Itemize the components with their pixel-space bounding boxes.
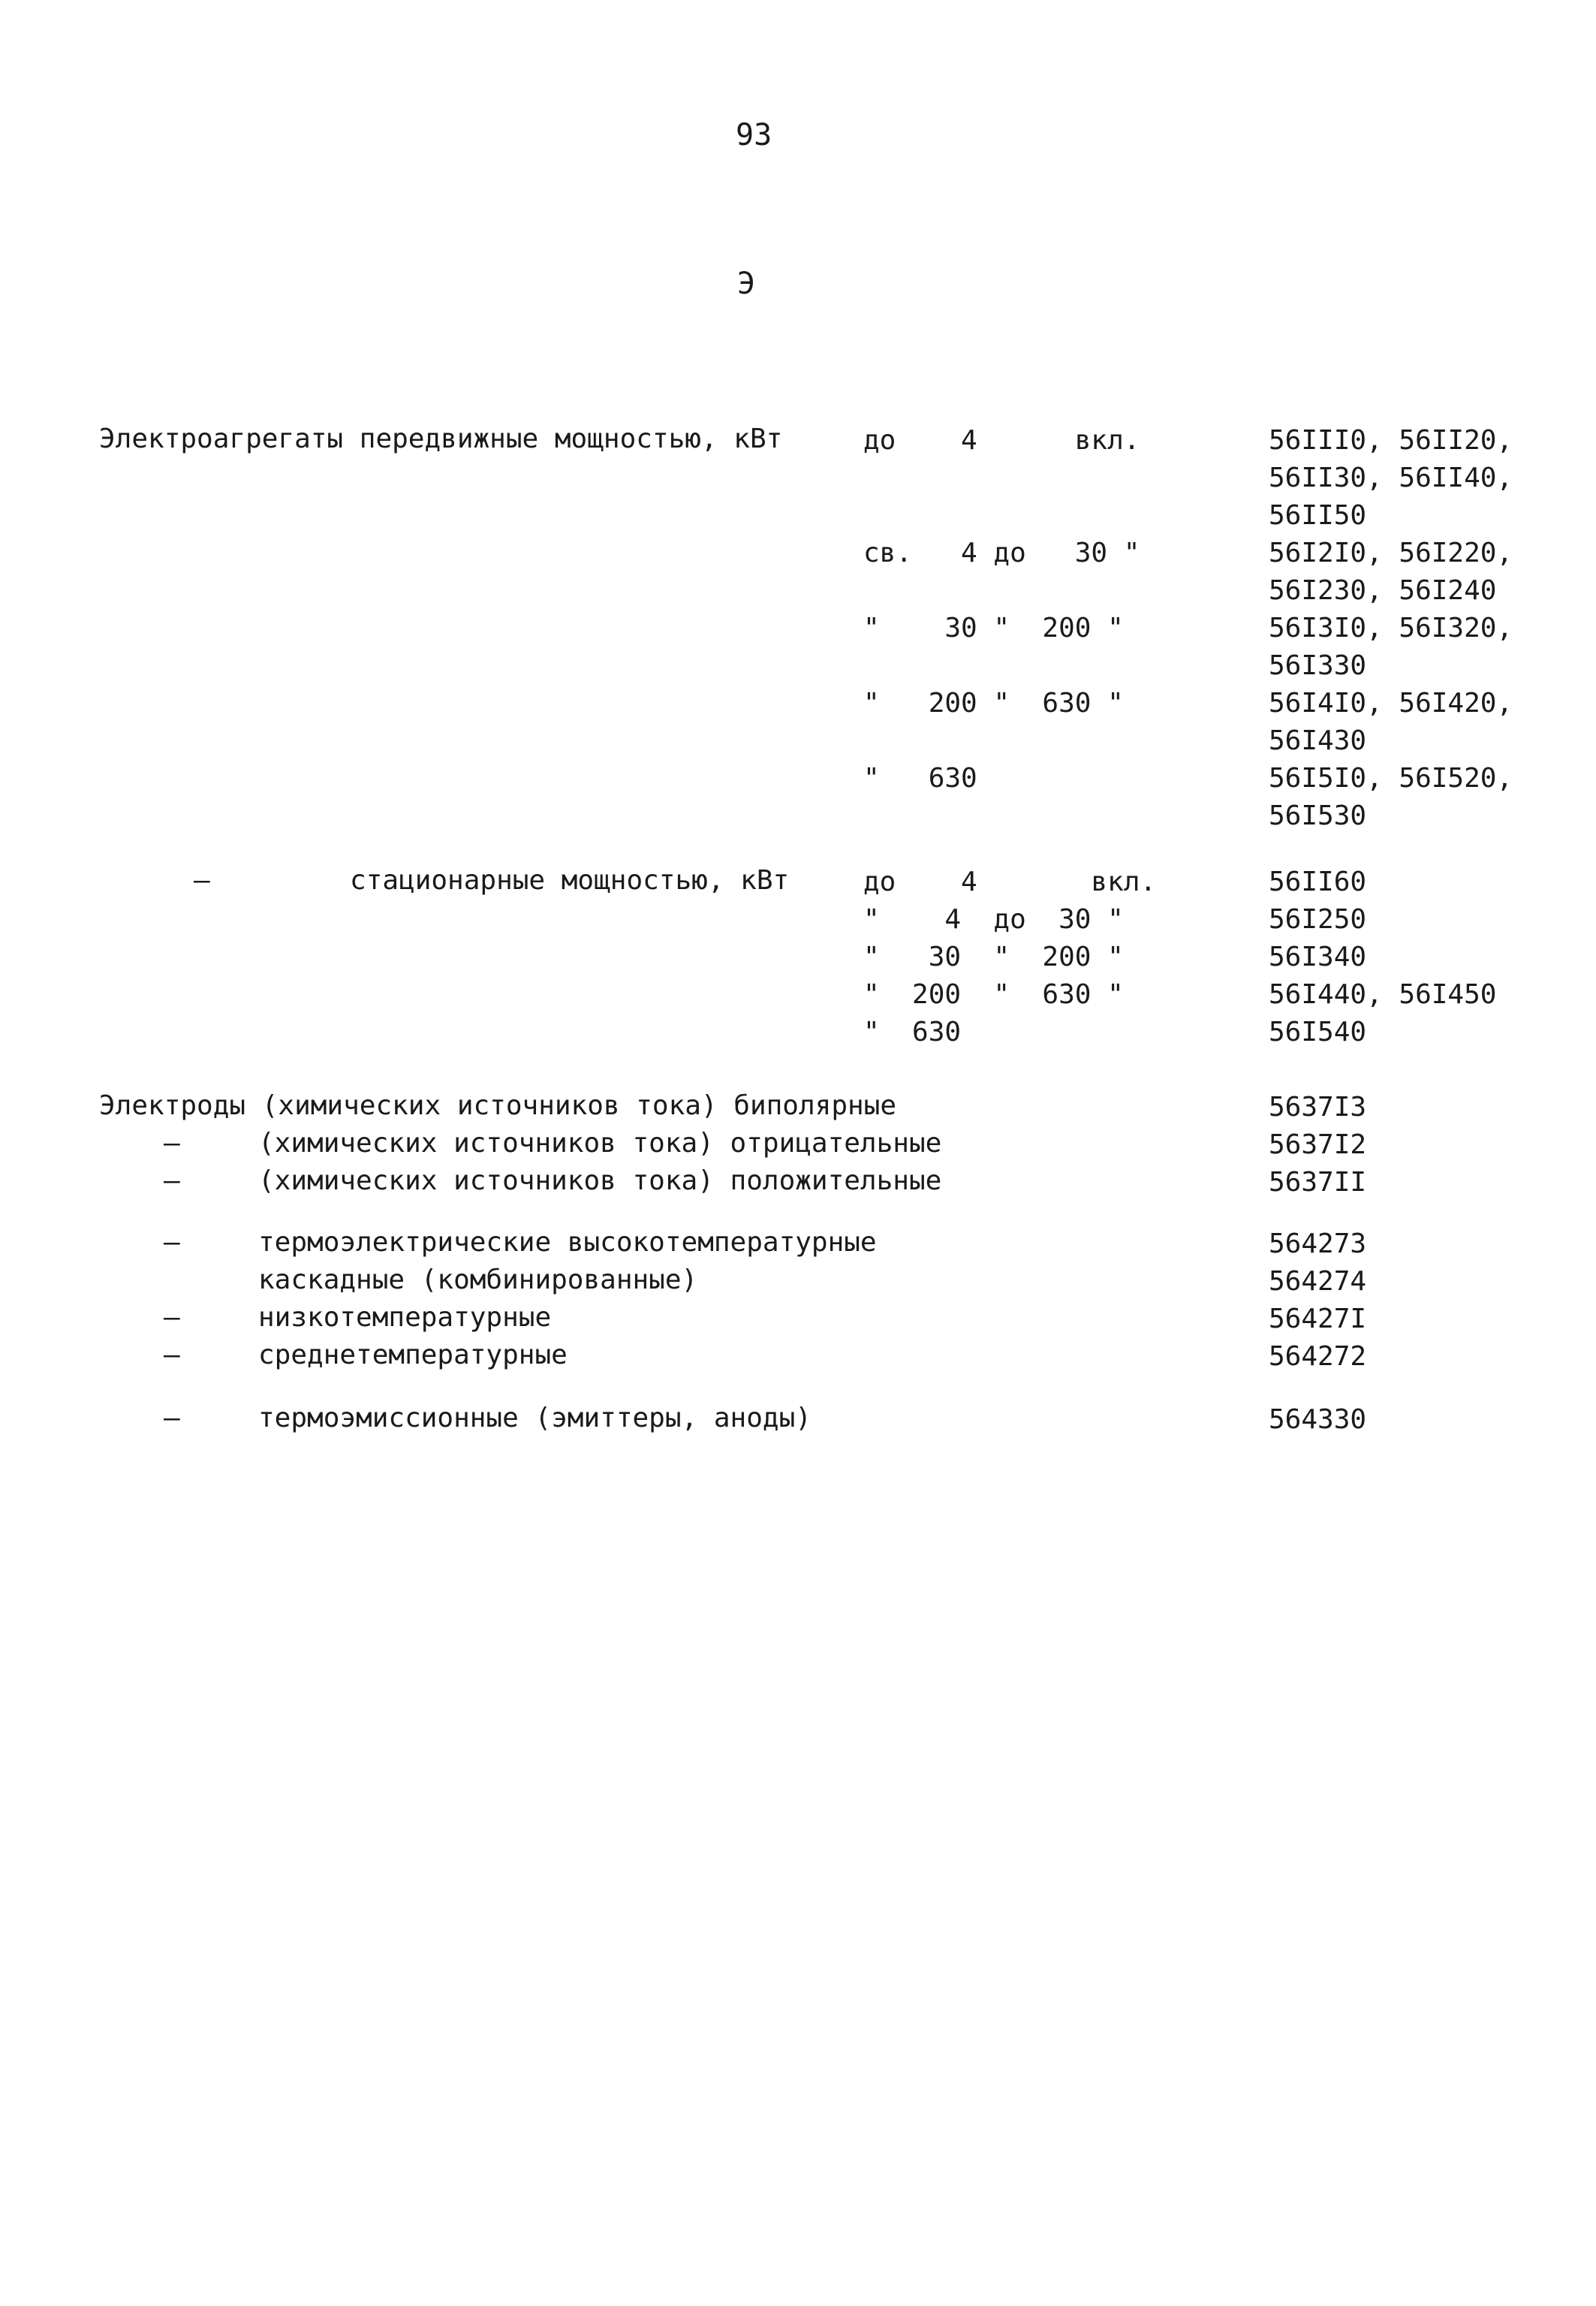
dash-stationary: –	[194, 865, 210, 896]
codes-mobile-1-line-2: 56II30, 56II40,	[1269, 463, 1513, 493]
electrodes-item-2-code: 5637II	[1269, 1167, 1367, 1198]
range-stationary-2: " 4 до 30 "	[863, 904, 1124, 935]
electrodes-title-code: 5637I3	[1269, 1092, 1367, 1123]
codes-stationary-4: 56I440, 56I450	[1269, 979, 1497, 1010]
electrodes-item-4-code: 564274	[1269, 1266, 1367, 1297]
codes-stationary-3: 56I340	[1269, 942, 1367, 972]
codes-mobile-1-line-3: 56II50	[1269, 500, 1367, 531]
dash-electrodes-3: –	[164, 1227, 180, 1258]
electrodes-item-1-code: 5637I2	[1269, 1129, 1367, 1160]
page-number: 93	[736, 118, 772, 152]
range-mobile-1: до 4 вкл.	[863, 425, 1140, 456]
range-stationary-5: " 630	[863, 1017, 962, 1047]
range-mobile-4: " 200 " 630 "	[863, 688, 1124, 719]
codes-mobile-5-line-1: 56I5I0, 56I520,	[1269, 763, 1513, 794]
dash-electrodes-1: –	[164, 1128, 180, 1159]
range-mobile-3: " 30 " 200 "	[863, 613, 1124, 644]
electrodes-item-5-code: 56427I	[1269, 1304, 1367, 1334]
dash-electrodes-5: –	[164, 1302, 180, 1333]
dash-electrodes-6: –	[164, 1340, 180, 1370]
range-mobile-5: " 630	[863, 763, 977, 794]
range-stationary-4: " 200 " 630 "	[863, 979, 1124, 1010]
electrodes-item-3-code: 564273	[1269, 1228, 1367, 1259]
codes-mobile-1-line-1: 56III0, 56II20,	[1269, 425, 1513, 456]
electrodes-item-7: термоэмиссионные (эмиттеры, аноды)	[258, 1403, 812, 1433]
codes-stationary-2: 56I250	[1269, 904, 1367, 935]
electrodes-item-5: низкотемпературные	[258, 1302, 552, 1333]
range-mobile-2: св. 4 до 30 "	[863, 538, 1140, 568]
codes-stationary-1: 56II60	[1269, 867, 1367, 897]
section-letter: Э	[737, 267, 756, 301]
electrodes-item-7-code: 564330	[1269, 1404, 1367, 1435]
range-stationary-3: " 30 " 200 "	[863, 942, 1124, 972]
dash-electrodes-2: –	[164, 1165, 180, 1196]
range-stationary-1: до 4 вкл.	[863, 867, 1157, 897]
group-title-stationary: стационарные мощностью, кВт	[350, 865, 790, 896]
electrodes-item-1: (химических источников тока) отрицательные	[258, 1128, 942, 1159]
dash-electrodes-7: –	[164, 1403, 180, 1433]
group-title-mobile: Электроагрегаты передвижные мощностью, кВт	[99, 424, 783, 454]
codes-stationary-5: 56I540	[1269, 1017, 1367, 1047]
electrodes-item-6: среднетемпературные	[258, 1340, 568, 1370]
codes-mobile-4-line-2: 56I430	[1269, 725, 1367, 756]
codes-mobile-2-line-2: 56I230, 56I240	[1269, 575, 1497, 606]
electrodes-item-4: каскадные (комбинированные)	[258, 1265, 698, 1295]
electrodes-title: Электроды (химических источников тока) биполярные	[99, 1090, 897, 1121]
electrodes-item-3: термоэлектрические высокотемпературные	[258, 1227, 877, 1258]
electrodes-item-6-code: 564272	[1269, 1341, 1367, 1372]
codes-mobile-5-line-2: 56I530	[1269, 800, 1367, 831]
electrodes-item-2: (химических источников тока) положительные	[258, 1165, 942, 1196]
codes-mobile-4-line-1: 56I4I0, 56I420,	[1269, 688, 1513, 719]
codes-mobile-3-line-2: 56I330	[1269, 650, 1367, 681]
codes-mobile-2-line-1: 56I2I0, 56I220,	[1269, 538, 1513, 568]
codes-mobile-3-line-1: 56I3I0, 56I320,	[1269, 613, 1513, 644]
